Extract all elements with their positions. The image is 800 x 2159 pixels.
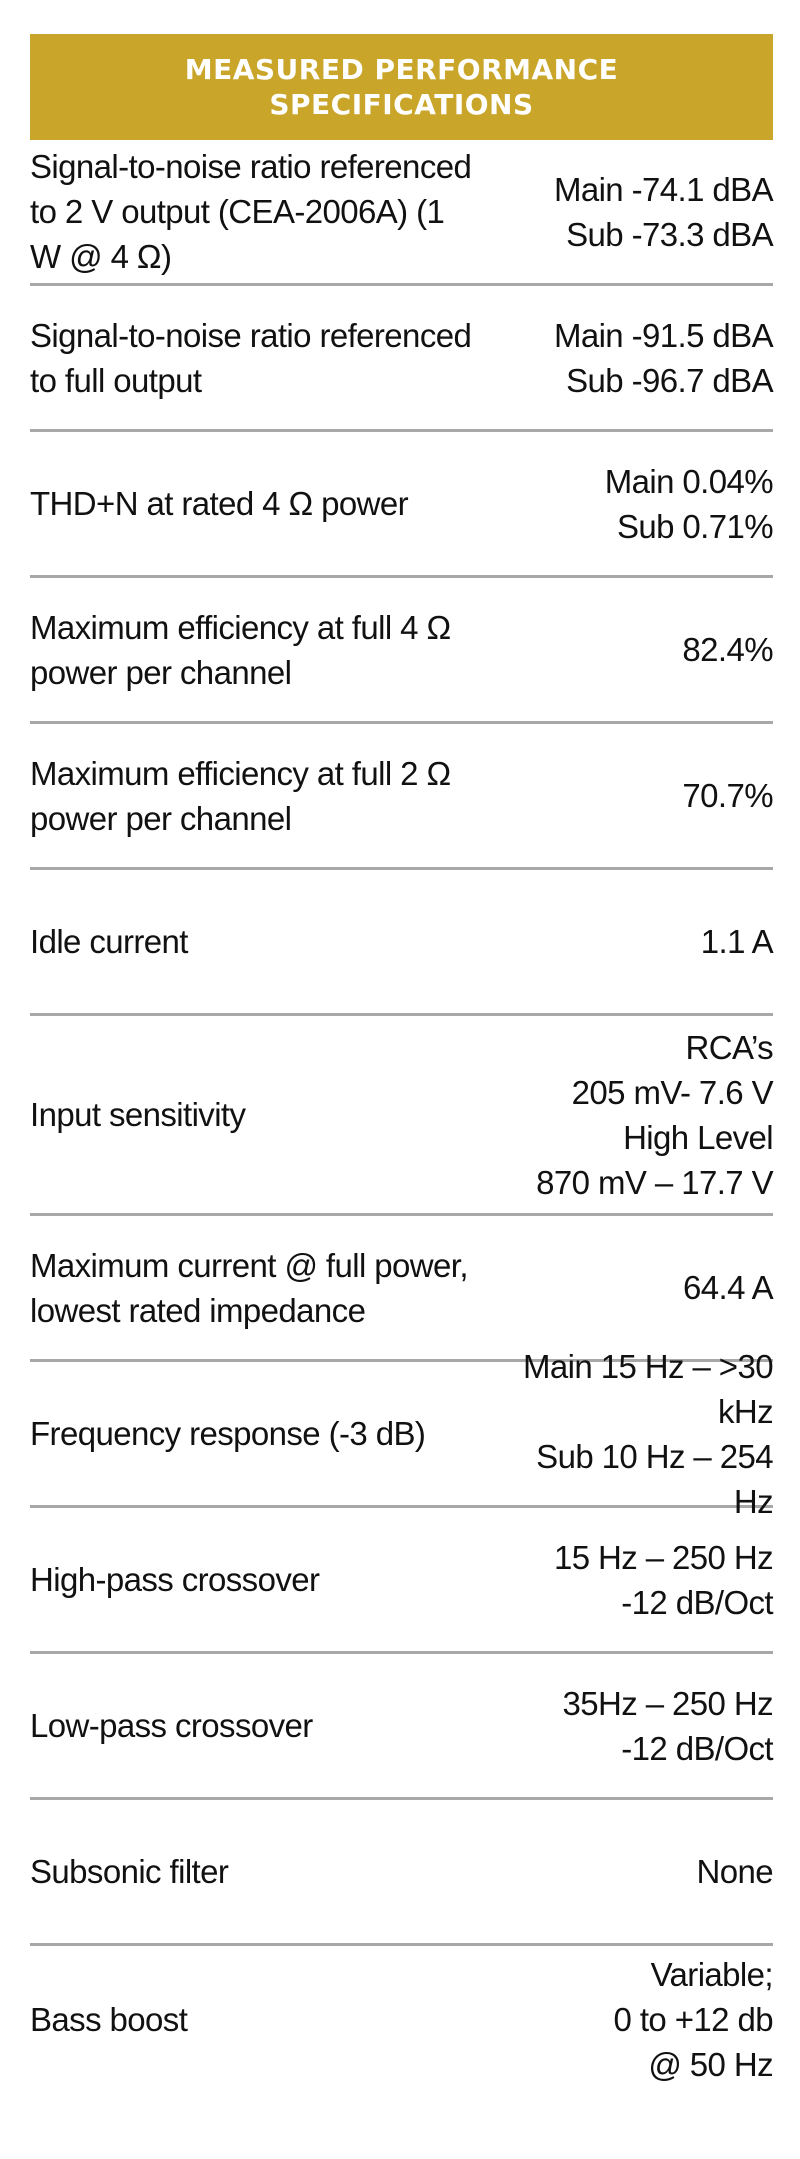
spec-label: [30, 1557, 490, 1602]
spec-value-line: Main 0.04%: [604, 462, 773, 500]
spec-label-line: Frequency response (-3 dB): [30, 1415, 426, 1452]
spec-row: [30, 1508, 773, 1654]
spec-value-line: 82.4%: [682, 631, 773, 668]
spec-label-line: Idle current: [30, 923, 188, 960]
spec-row: [30, 578, 773, 724]
table-title: [185, 52, 619, 122]
spec-label-line: power per channel: [30, 799, 292, 837]
spec-label-line: Maximum current @ full power,: [30, 1246, 468, 1284]
spec-row: [30, 1654, 773, 1800]
spec-label: [30, 481, 490, 526]
spec-value: [490, 919, 773, 964]
spec-value: [490, 313, 773, 403]
spec-value: [490, 773, 773, 818]
spec-label: [30, 1411, 490, 1456]
spec-label-line: Signal-to-noise ratio referenced: [30, 148, 472, 185]
spec-value-line: 1.1 A: [700, 923, 773, 960]
spec-value-line: None: [696, 1853, 773, 1890]
spec-row: [30, 140, 773, 286]
spec-label-line: THD+N at rated 4 Ω power: [30, 485, 409, 522]
spec-value-line: 35Hz – 250 Hz: [562, 1684, 773, 1722]
spec-value-line: Main -91.5 dBA: [553, 316, 773, 354]
spec-value: [490, 1265, 773, 1310]
spec-row: [30, 1216, 773, 1362]
title-line-1: MEASURED PERFORMANCE: [184, 53, 619, 86]
spec-label: [30, 313, 490, 403]
spec-label-line: High-pass crossover: [30, 1561, 320, 1598]
spec-label: [30, 1997, 490, 2042]
spec-row: [30, 1347, 773, 1520]
spec-value-line: 15 Hz – 250 Hz: [553, 1538, 773, 1576]
spec-value-line: -12 dB/Oct: [621, 1729, 773, 1767]
spec-value: [490, 1344, 773, 1524]
spec-label: [30, 1703, 490, 1748]
spec-row: [30, 870, 773, 1016]
spec-row: [30, 1946, 773, 2092]
spec-label-line: power per channel: [30, 653, 292, 691]
spec-value: [490, 459, 773, 549]
spec-value-line: 870 mV – 17.7 V: [536, 1163, 773, 1201]
spec-value-line: kHz: [717, 1392, 773, 1430]
spec-label-line: Maximum efficiency at full 4 Ω: [30, 608, 451, 646]
spec-label-line: Input sensitivity: [30, 1096, 246, 1133]
spec-value-line: Variable;: [650, 1955, 773, 1993]
spec-value-line: -12 dB/Oct: [621, 1583, 773, 1621]
spec-label-line: Bass boost: [30, 2000, 188, 2038]
spec-row: [30, 432, 773, 578]
spec-label: [30, 751, 490, 841]
spec-value-line: Sub -96.7 dBA: [566, 361, 773, 399]
spec-value: [490, 1849, 773, 1894]
spec-label-line: Subsonic filter: [30, 1853, 229, 1890]
spec-label-line: W @ 4 Ω): [30, 238, 172, 275]
spec-value: [490, 1025, 773, 1205]
spec-value-line: Sub 0.71%: [616, 507, 773, 545]
table-header: [30, 34, 773, 140]
specifications-table: [30, 34, 773, 2092]
spec-label: [30, 1092, 490, 1137]
spec-label-line: to 2 V output (CEA-2006A) (1: [30, 193, 445, 230]
spec-value-line: Main -74.1 dBA: [553, 170, 773, 208]
spec-label-line: Low-pass crossover: [30, 1707, 313, 1744]
title-line-2: SPECIFICATIONS: [269, 88, 534, 121]
spec-row: [30, 724, 773, 870]
spec-label-line: to full output: [30, 361, 202, 399]
spec-value-line: Sub 10 Hz – 254 Hz: [536, 1437, 773, 1520]
spec-label: [30, 1849, 490, 1894]
spec-value-line: @ 50 Hz: [648, 2045, 773, 2083]
spec-value-line: High Level: [623, 1118, 773, 1156]
spec-row: [30, 286, 773, 432]
spec-value: [490, 167, 773, 257]
spec-value-line: Main 15 Hz – >30: [523, 1347, 773, 1385]
spec-label: [30, 605, 490, 695]
spec-label: [30, 919, 490, 964]
spec-label: [30, 144, 490, 279]
spec-label-line: lowest rated impedance: [30, 1291, 366, 1329]
spec-value-line: 205 mV- 7.6 V: [571, 1073, 773, 1111]
spec-label: [30, 1243, 490, 1333]
spec-value: [490, 1681, 773, 1771]
spec-rows: [30, 140, 773, 2092]
spec-value-line: Sub -73.3 dBA: [566, 215, 773, 253]
spec-row: [30, 1800, 773, 1946]
spec-label-line: Maximum efficiency at full 2 Ω: [30, 754, 451, 792]
spec-value: [490, 627, 773, 672]
spec-row: [30, 1016, 773, 1216]
spec-label-line: Signal-to-noise ratio referenced: [30, 316, 472, 354]
spec-value: [490, 1535, 773, 1625]
spec-value: [490, 1952, 773, 2087]
spec-value-line: RCA’s: [685, 1028, 773, 1066]
spec-value-line: 70.7%: [682, 777, 773, 814]
spec-value-line: 0 to +12 db: [613, 2000, 773, 2038]
spec-value-line: 64.4 A: [683, 1269, 773, 1306]
